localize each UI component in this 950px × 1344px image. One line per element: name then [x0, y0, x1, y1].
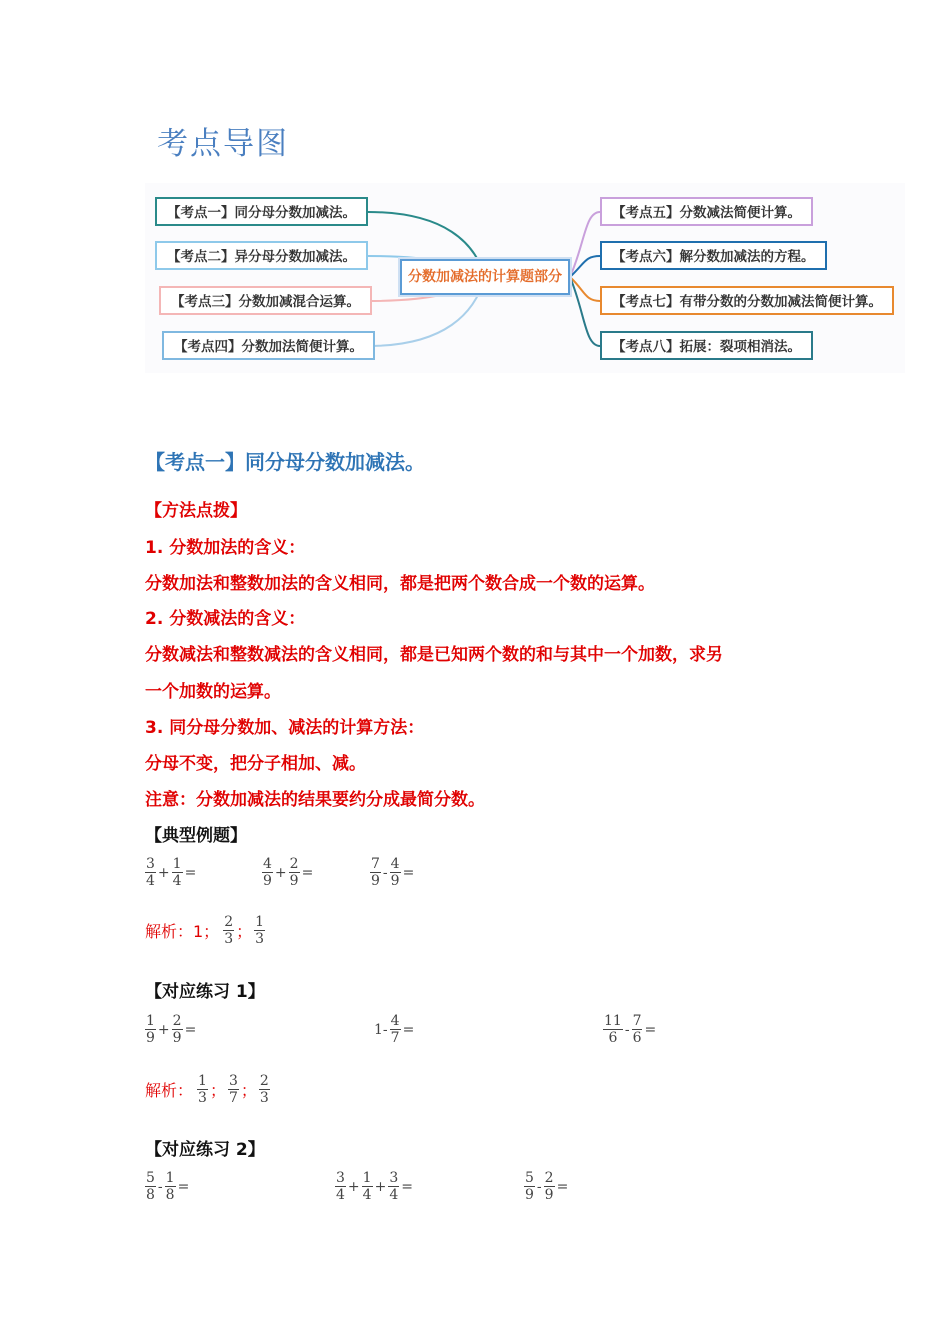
method-note: 注意：分数加减法的结果要约分成最简分数。: [145, 790, 485, 810]
method-line: 3. 同分母分数加、减法的计算方法：: [145, 718, 425, 738]
practice-1-header: 【对应练习 1】: [145, 982, 265, 1002]
mind-map-node-1: 【考点一】同分母分数加减法。: [155, 197, 368, 226]
mind-map-node-7: 【考点七】有带分数的分数加减法简便计算。: [600, 286, 894, 315]
method-line: 1. 分数加法的含义：: [145, 538, 306, 558]
practice-2-expression-3: $\frac{5}{9}$ - $\frac{2}{9}$ =: [525, 1170, 569, 1203]
practice-2-expression-1: $\frac{5}{8}$ - $\frac{1}{8}$ =: [146, 1170, 190, 1203]
example-header: 【典型例题】: [145, 826, 247, 846]
practice-1-expression-1: $\frac{1}{9}$ + $\frac{2}{9}$ =: [146, 1013, 197, 1046]
method-line: 分数减法和整数减法的含义相同，都是已知两个数的和与其中一个加数，求另: [145, 645, 723, 665]
method-line: 分母不变，把分子相加、减。: [145, 754, 366, 774]
mind-map-node-5: 【考点五】分数减法简便计算。: [600, 197, 813, 226]
example-expression-1: $\frac{3}{4}$ + $\frac{1}{4}$ =: [146, 856, 197, 889]
example-expression-2: $\frac{4}{9}$ + $\frac{2}{9}$ =: [263, 856, 314, 889]
method-line: 2. 分数减法的含义：: [145, 609, 306, 629]
method-line: 一个加数的运算。: [145, 682, 281, 702]
page-title: 考点导图: [157, 126, 289, 162]
method-line: 分数加法和整数加法的含义相同，都是把两个数合成一个数的运算。: [145, 574, 655, 594]
example-expression-3: $\frac{7}{9}$ - $\frac{4}{9}$ =: [371, 856, 415, 889]
mind-map-center: 分数加减法的计算题部分: [400, 259, 570, 295]
mind-map-node-4: 【考点四】分数加法简便计算。: [162, 331, 375, 360]
practice-1-answer: 解析： $\frac{1}{3}$ ； $\frac{3}{7}$ ； $\frac{2}{3}$: [145, 1073, 269, 1106]
section-title: 【考点一】同分母分数加减法。: [145, 450, 425, 474]
mind-map-node-6: 【考点六】解分数加减法的方程。: [600, 241, 827, 270]
mind-map-node-8: 【考点八】拓展：裂项相消法。: [600, 331, 813, 360]
mind-map: [145, 183, 905, 373]
method-header: 【方法点拨】: [145, 501, 247, 521]
example-answer: 解析：1； $\frac{2}{3}$ ； $\frac{1}{3}$: [145, 914, 265, 947]
mind-map-node-3: 【考点三】分数加减混合运算。: [159, 286, 372, 315]
practice-2-expression-2: $\frac{3}{4}$ + $\frac{1}{4}$ + $\frac{3}{4}$ =: [336, 1170, 413, 1203]
practice-1-expression-3: $\frac{11}{6}$ - $\frac{7}{6}$ =: [604, 1013, 657, 1046]
practice-2-header: 【对应练习 2】: [145, 1140, 265, 1160]
practice-1-expression-2: 1- $\frac{4}{7}$ =: [374, 1013, 415, 1046]
mind-map-node-2: 【考点二】异分母分数加减法。: [155, 241, 368, 270]
